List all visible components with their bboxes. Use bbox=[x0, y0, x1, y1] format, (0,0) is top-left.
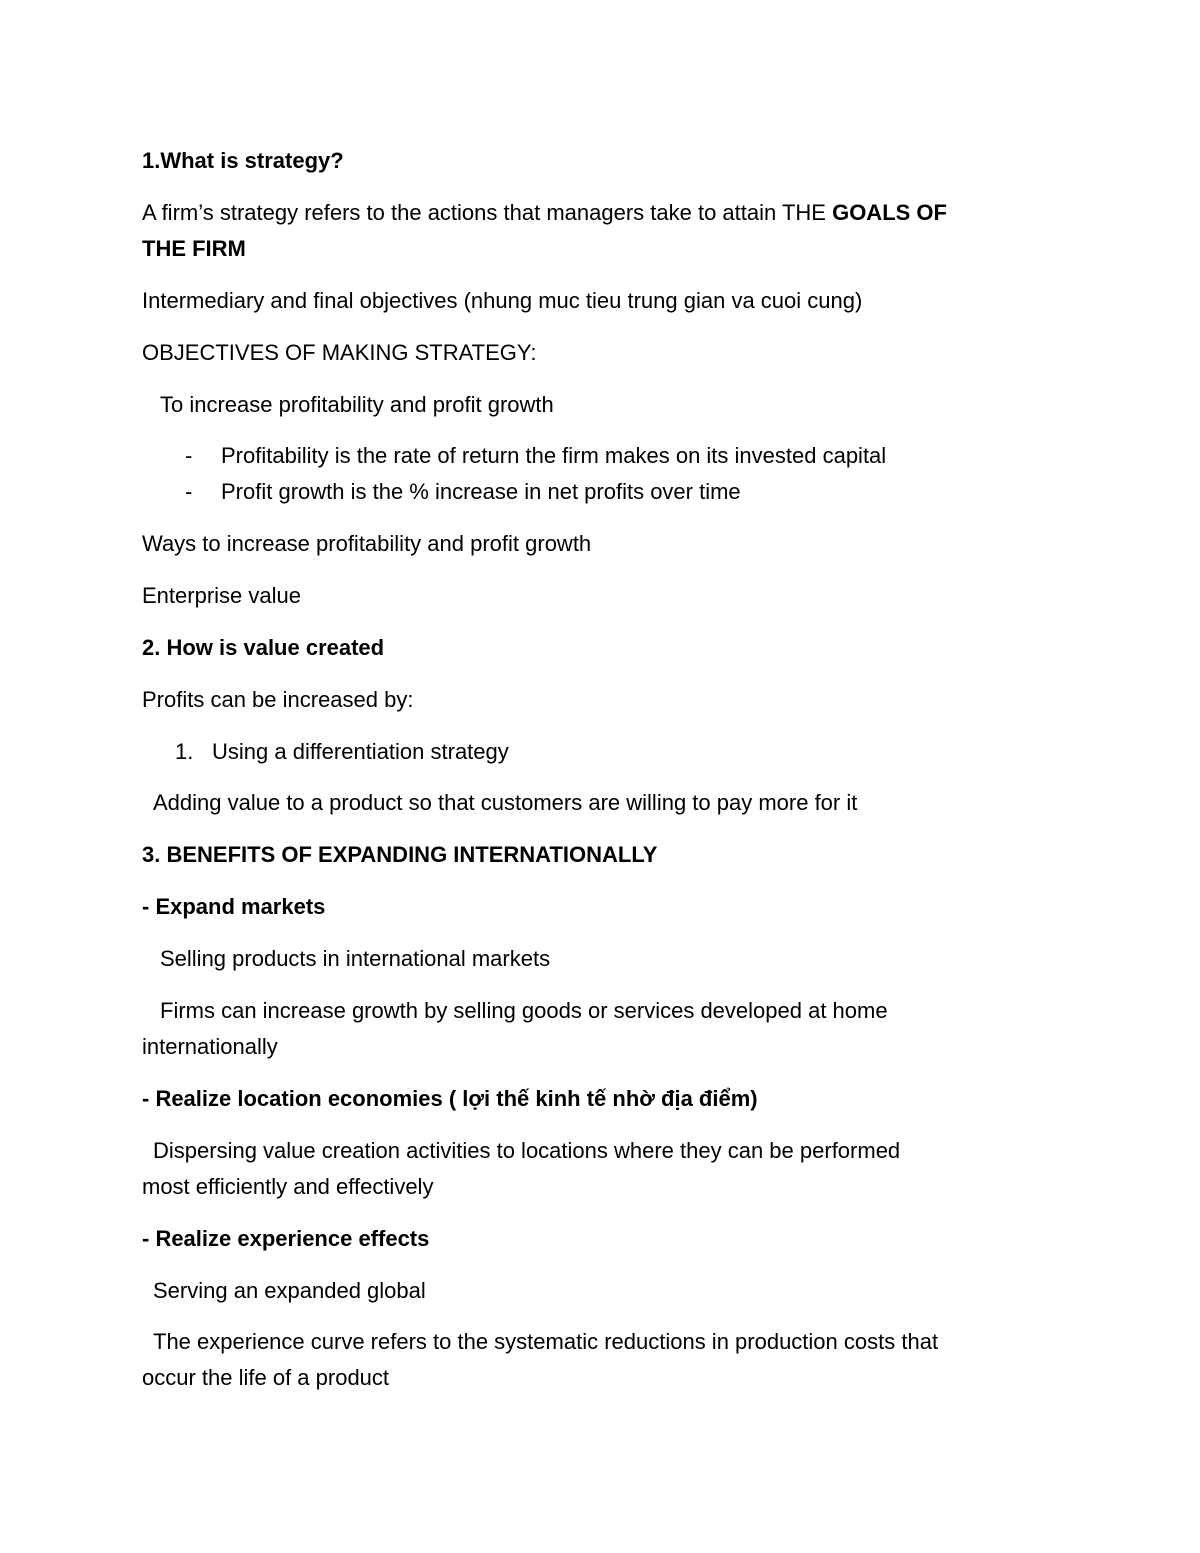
ways-to-increase: Ways to increase profitability and profit growth bbox=[142, 531, 592, 556]
experience-effects-heading: - Realize experience effects bbox=[142, 1226, 430, 1251]
adding-value: Adding value to a product so that customers are willing to pay more for it bbox=[153, 790, 858, 815]
bullet-marker: - bbox=[185, 479, 193, 504]
section-3-heading: 3. BENEFITS OF EXPANDING INTERNATIONALLY bbox=[142, 842, 658, 867]
profits-increased: Profits can be increased by: bbox=[142, 687, 414, 712]
strategy-definition-bold: GOALS OF bbox=[832, 200, 947, 225]
increase-profitability: To increase profitability and profit growth bbox=[160, 392, 554, 417]
expand-markets-heading: - Expand markets bbox=[142, 894, 326, 919]
bullet-item: Profitability is the rate of return the firm makes on its invested capital bbox=[221, 443, 887, 468]
selling-products: Selling products in international markets bbox=[160, 946, 551, 971]
firms-growth-line2: internationally bbox=[142, 1034, 278, 1059]
bullet-marker: - bbox=[185, 443, 193, 468]
numbered-item: Using a differentiation strategy bbox=[212, 739, 509, 764]
experience-curve-line1: The experience curve refers to the systematic reductions in production costs that bbox=[153, 1329, 939, 1354]
intermediary-objectives: Intermediary and final objectives (nhung muc tieu trung gian va cuoi cung) bbox=[142, 288, 863, 313]
section-2-heading: 2. How is value created bbox=[142, 635, 385, 660]
strategy-definition-text: A firm’s strategy refers to the actions that managers take to attain THE bbox=[142, 200, 833, 225]
objectives-heading: OBJECTIVES OF MAKING STRATEGY: bbox=[142, 340, 537, 365]
strategy-definition bbox=[142, 195, 947, 231]
strategy-definition-bold-cont: THE FIRM bbox=[142, 236, 246, 261]
numbered-marker: 1. bbox=[175, 739, 194, 764]
firms-growth-line1: Firms can increase growth by selling goods or services developed at home bbox=[160, 998, 888, 1023]
experience-curve-line2: occur the life of a product bbox=[142, 1365, 390, 1390]
bullet-item: Profit growth is the % increase in net profits over time bbox=[221, 479, 741, 504]
enterprise-value: Enterprise value bbox=[142, 583, 301, 608]
location-economies-heading: - Realize location economies ( lợi thế kinh tế nhờ địa điểm) bbox=[142, 1086, 758, 1111]
section-1-heading: 1.What is strategy? bbox=[142, 148, 344, 173]
dispersing-line1: Dispersing value creation activities to locations where they can be performed bbox=[153, 1138, 901, 1163]
serving-global: Serving an expanded global bbox=[153, 1278, 426, 1303]
dispersing-line2: most efficiently and effectively bbox=[142, 1174, 434, 1199]
